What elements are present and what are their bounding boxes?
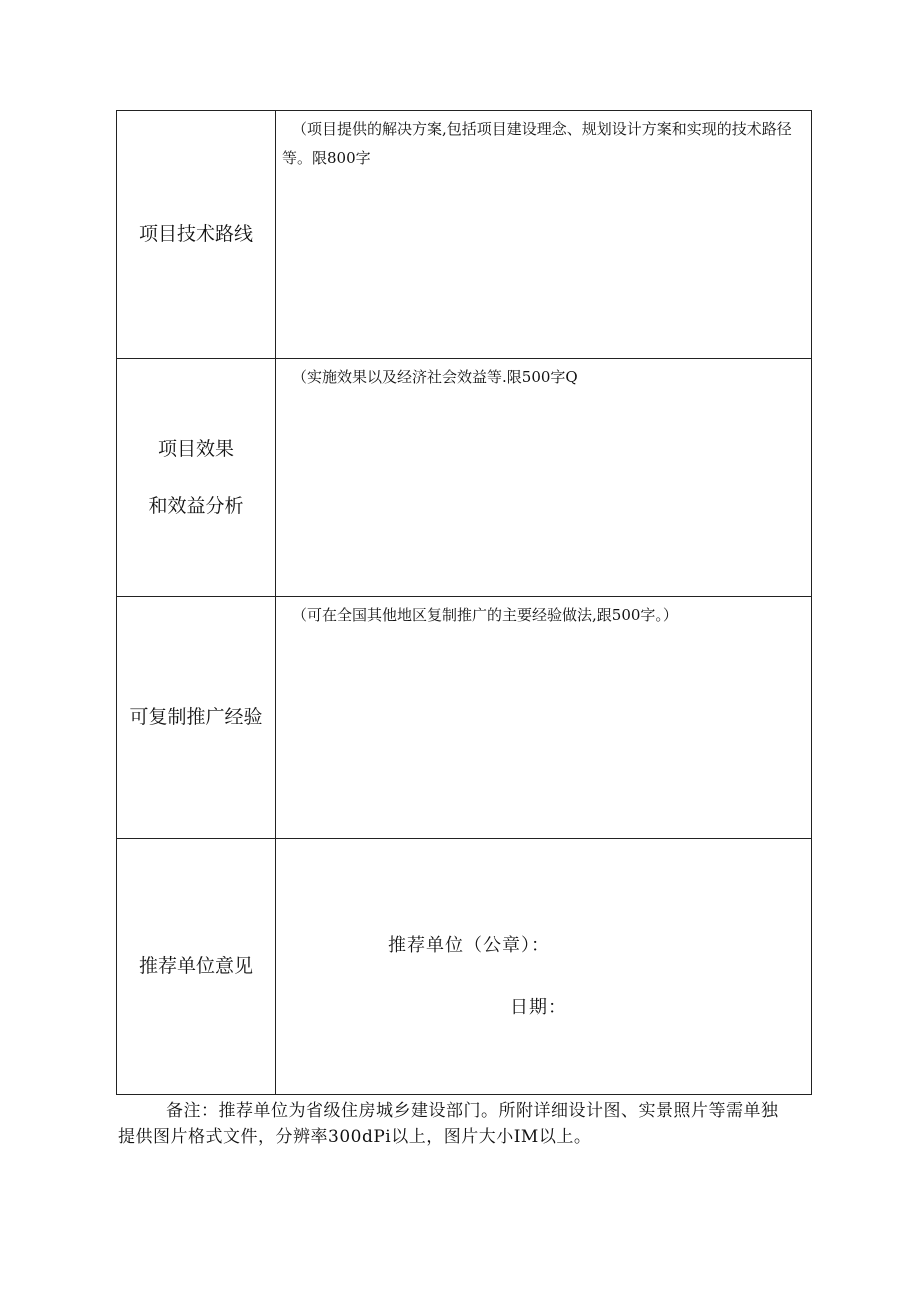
field-hint-text: （可在全国其他地区复制推广的主要经验做法,跟500字。） [292,606,678,625]
row-label [117,111,276,359]
row-label-text: 和效益分析 [148,494,244,517]
signature-unit-label: 推荐单位（公章）： [388,934,550,956]
form-row-replicable-experience [117,597,812,838]
row-label-text: 推荐单位意见 [138,954,253,977]
content-field-effect-analysis[interactable] [276,359,812,597]
row-label [117,359,276,597]
form-row-recommender-opinion [117,838,812,1094]
project-form-table [116,110,812,1095]
row-label-text: 项目技术路线 [138,223,253,246]
field-hint-text: （实施效果以及经济社会效益等.限500字Q [292,368,578,387]
row-label [117,597,276,838]
form-row-technical-route [117,111,812,359]
row-label-text: 项目效果 [157,438,234,461]
signature-date-label: 日期： [510,996,567,1018]
signature-area [282,843,807,1094]
form-row-effect-analysis [117,359,812,597]
content-field-technical-route[interactable] [276,111,812,359]
footnote-remark: 备注：推荐单位为省级住房城乡建设部门。所附详细设计图、实景照片等需单独提供图片格式文件，分辨率300dPi以上，图片大小IM以上。 [118,1101,779,1147]
content-field-replicable-experience[interactable] [276,597,812,838]
field-hint-text: （项目提供的解决方案,包括项目建设理念、规划设计方案和实现的技术路径等。限800字 [282,120,792,167]
row-label [117,838,276,1094]
content-field-recommender-opinion[interactable] [276,838,812,1094]
row-label-text: 可复制推广经验 [129,706,263,729]
